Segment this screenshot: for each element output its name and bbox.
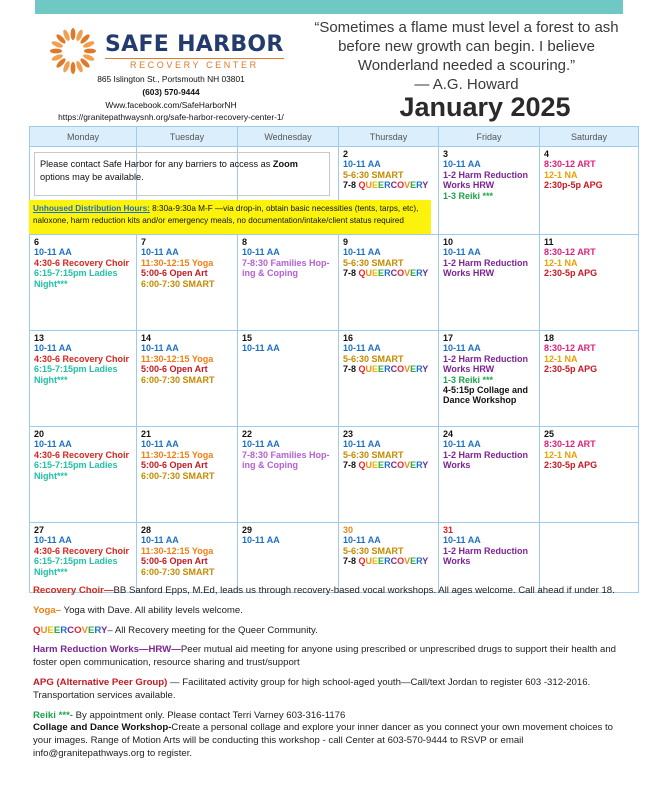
event-aa: 10-11 AA: [443, 535, 481, 546]
event-art: 5:00-6 Open Art: [141, 556, 208, 567]
event-reiki: 1-3 Reiki ***: [443, 374, 494, 385]
event-choir: 4:30-6 Recovery Choir: [34, 257, 130, 268]
day-cell-20: [30, 427, 137, 523]
event-ladies: 6:15-7:15pm Ladies Night***: [34, 460, 118, 481]
event-aa: 10-11 AA: [443, 439, 481, 450]
org-facebook-link[interactable]: Www.facebook.com/SafeHarborNH: [105, 100, 237, 110]
event-queercovery: 7-8 QUEERCOVERY: [343, 268, 429, 279]
event-aa: 10-11 AA: [343, 343, 381, 354]
event-apg: 2:30-5p APG: [544, 364, 598, 375]
event-apg: 2:30p-5p APG: [544, 180, 603, 191]
event-smart: 5-6:30 SMART: [343, 257, 404, 268]
event-aa: 10-11 AA: [34, 439, 72, 450]
day-cell-6: [30, 235, 137, 331]
org-name: SAFE HARBOR: [105, 32, 284, 57]
event-na: 12-1 NA: [544, 169, 578, 180]
day-cell-17: [439, 331, 540, 427]
day-number: 31: [443, 525, 454, 535]
day-number: 16: [343, 333, 354, 343]
event-fam: 7-8:30 Families Hop-ing & Coping: [242, 257, 330, 279]
event-aa: 10-11 AA: [34, 343, 72, 354]
zoom-notice: [34, 152, 330, 196]
event-ladies: 6:15-7:15pm Ladies Night***: [34, 364, 118, 385]
event-na: 12-1 NA: [544, 257, 578, 268]
legend-hrw: Harm Reduction Works—HRW—Peer mutual aid meeting for anyone using prescribed or unprescribed drugs to support their health and foster open communication, resource sharing and trust/support: [33, 644, 617, 669]
event-queercovery: 7-8 QUEERCOVERY: [343, 556, 429, 567]
day-number: 9: [343, 237, 349, 247]
day-number: 18: [544, 333, 555, 343]
day-cell-14: [137, 331, 238, 427]
day-cell-21: [137, 427, 238, 523]
event-art2: 8:30-12 ART: [544, 247, 596, 258]
day-cell-25: [540, 427, 639, 523]
quote-author: — A.G. Howard: [414, 76, 519, 93]
day-cell-empty: [540, 523, 639, 593]
calendar-grid: [29, 126, 639, 593]
weekday-tuesday: Tuesday: [137, 127, 238, 147]
event-hrw: 1-2 Harm Reduction Works HRW: [443, 169, 529, 191]
org-subtitle: RECOVERY CENTER: [105, 58, 284, 70]
notice-text-a: Please contact Safe Harbor for any barriers to access as: [40, 159, 273, 169]
unhoused-title: Unhoused Distribution Hours:: [33, 204, 150, 213]
legend-apg: APG (Alternative Peer Group) — Facilitated activity group for high school-aged youth—Call/text Jordan to register 603 -312-2016. Transportation services available.: [33, 676, 591, 701]
event-art2: 8:30-12 ART: [544, 343, 596, 354]
event-aa: 10-11 AA: [343, 247, 381, 258]
event-aa: 10-11 AA: [343, 535, 381, 546]
day-number: 14: [141, 333, 152, 343]
event-ladies: 6:15-7:15pm Ladies Night***: [34, 268, 118, 289]
day-number: 11: [544, 237, 554, 247]
event-hrw: 1-2 Harm Reduction Works: [443, 449, 529, 471]
event-art: 5:00-6 Open Art: [141, 460, 208, 471]
event-aa: 10-11 AA: [343, 159, 381, 170]
event-aa: 10-11 AA: [242, 535, 280, 546]
weekday-header-row: [30, 127, 639, 147]
event-yoga: 11:30-12:15 Yoga: [141, 257, 214, 268]
event-smart: 5-6:30 SMART: [343, 353, 404, 364]
event-aa: 10-11 AA: [34, 535, 72, 546]
day-cell-29: [238, 523, 339, 593]
day-cell-31: [439, 523, 540, 593]
day-number: 27: [34, 525, 45, 535]
weekday-thursday: Thursday: [339, 127, 439, 147]
event-art: 5:00-6 Open Art: [141, 268, 208, 279]
event-apg: 2:30-5p APG: [544, 460, 598, 471]
sunburst-logo-icon: [47, 25, 99, 77]
day-number: 23: [343, 429, 354, 439]
event-hrw: 1-2 Harm Reduction Works: [443, 545, 529, 567]
event-aa: 10-11 AA: [443, 343, 481, 354]
event-hrw: 1-2 Harm Reduction Works HRW: [443, 353, 529, 375]
day-number: 8: [242, 237, 248, 247]
day-cell-4: [540, 147, 639, 235]
day-number: 22: [242, 429, 253, 439]
day-cell-23: [339, 427, 439, 523]
day-cell-7: [137, 235, 238, 331]
event-queercovery: 7-8 QUEERCOVERY: [343, 460, 429, 471]
day-number: 20: [34, 429, 45, 439]
day-cell-8: [238, 235, 339, 331]
notice-zoom: Zoom: [272, 159, 298, 169]
day-cell-16: [339, 331, 439, 427]
org-header: [35, 14, 307, 126]
logo-ray: [84, 49, 96, 54]
unhoused-notice: [29, 200, 431, 234]
event-smart: 5-6:30 SMART: [343, 169, 404, 180]
day-cell-27: [30, 523, 137, 593]
day-number: 3: [443, 149, 449, 159]
day-number: 25: [544, 429, 555, 439]
day-number: 2: [343, 149, 349, 159]
top-color-bar: [35, 0, 623, 14]
weekday-monday: Monday: [30, 127, 137, 147]
week-row: [30, 523, 639, 593]
week-row: [30, 235, 639, 331]
event-aa: 10-11 AA: [242, 343, 280, 354]
legend-reiki: Reiki ***- By appointment only. Please contact Terri Varney 603-316-1176: [33, 709, 346, 721]
day-cell-24: [439, 427, 540, 523]
event-aa: 10-11 AA: [141, 439, 179, 450]
day-cell-18: [540, 331, 639, 427]
weekday-wednesday: Wednesday: [238, 127, 339, 147]
legend-choir: Recovery Choir—BB Sanford Epps, M.Ed, leads us through recovery-based vocal workshops. All ages welcome. Call ahead if under 18.: [33, 585, 615, 596]
event-choir: 4:30-6 Recovery Choir: [34, 449, 130, 460]
org-address: 865 Islington St., Portsmouth NH 03801: [97, 74, 245, 84]
program-legend: [33, 585, 628, 768]
legend-yoga: Yoga– Yoga with Dave. All ability levels welcome.: [33, 604, 243, 616]
day-number: 24: [443, 429, 454, 439]
event-smart: 6:00-7:30 SMART: [141, 470, 215, 481]
event-smart: 6:00-7:30 SMART: [141, 278, 215, 289]
day-number: 10: [443, 237, 454, 247]
event-yoga: 11:30-12:15 Yoga: [141, 449, 214, 460]
org-phone: (603) 570-9444: [142, 87, 200, 97]
event-hrw: 1-2 Harm Reduction Works HRW: [443, 257, 529, 279]
event-aa: 10-11 AA: [141, 343, 179, 354]
day-cell-22: [238, 427, 339, 523]
event-art: 5:00-6 Open Art: [141, 364, 208, 375]
event-aa: 10-11 AA: [443, 159, 481, 170]
day-cell-13: [30, 331, 137, 427]
event-smart: 6:00-7:30 SMART: [141, 566, 215, 577]
day-cell-11: [540, 235, 639, 331]
event-aa: 10-11 AA: [443, 247, 481, 258]
event-na: 12-1 NA: [544, 449, 578, 460]
week-row: [30, 427, 639, 523]
quote-text: “Sometimes a flame must level a forest to ash before new growth can begin. I believe Wonderland needed a scouring.”: [314, 19, 619, 74]
event-yoga: 11:30-12:15 Yoga: [141, 545, 214, 556]
day-cell-28: [137, 523, 238, 593]
weekday-friday: Friday: [439, 127, 540, 147]
unhoused-text: 8:30a-9:30a M-F —via drop-in, obtain basic necessities (tents, tarps, etc), naloxone, harm reduction kits and/or emergency meals, no documentation/intake/client status required: [33, 204, 419, 225]
day-number: 17: [443, 333, 454, 343]
day-cell-9: [339, 235, 439, 331]
event-aa: 10-11 AA: [34, 247, 72, 258]
weekday-saturday: Saturday: [540, 127, 639, 147]
day-number: 13: [34, 333, 45, 343]
legend-queer: QUEERCOVERY– All Recovery meeting for the Queer Community.: [33, 624, 318, 636]
logo-ray: [71, 62, 76, 74]
event-reiki: 1-3 Reiki ***: [443, 190, 494, 201]
logo-ray: [50, 49, 62, 54]
event-smart: 6:00-7:30 SMART: [141, 374, 215, 385]
event-ladies: 6:15-7:15pm Ladies Night***: [34, 556, 118, 577]
event-choir: 4:30-6 Recovery Choir: [34, 353, 130, 364]
day-cell-15: [238, 331, 339, 427]
event-yoga: 11:30-12:15 Yoga: [141, 353, 214, 364]
logo-ray: [71, 28, 76, 40]
event-apg: 2:30-5p APG: [544, 268, 598, 279]
logo: [47, 22, 284, 80]
day-number: 21: [141, 429, 152, 439]
day-number: 30: [343, 525, 354, 535]
legend-collage: Collage and Dance Workshop-Create a personal collage and explore your inner dancer as you connect your own movement choices to your images. Range of Motion Arts will be conducting this workshop - call Center at 603-570-9444 to RSVP or email info@granitepathways.org to register.: [33, 722, 613, 759]
event-fam: 7-8:30 Families Hop-ing & Coping: [242, 449, 330, 471]
event-aa: 10-11 AA: [242, 247, 280, 258]
month-title: January 2025: [399, 92, 571, 122]
event-queercovery: 7-8 QUEERCOVERY: [343, 180, 429, 191]
event-art2: 8:30-12 ART: [544, 439, 596, 450]
event-collage: 4-5:15p Collage and Dance Workshop: [443, 385, 529, 406]
event-smart: 5-6:30 SMART: [343, 449, 404, 460]
event-aa: 10-11 AA: [141, 247, 179, 258]
event-art2: 8:30-12 ART: [544, 159, 596, 170]
org-website-link[interactable]: https://granitepathwaysnh.org/safe-harbor-recovery-center-1/: [58, 112, 284, 122]
day-number: 28: [141, 525, 152, 535]
event-choir: 4:30-6 Recovery Choir: [34, 545, 130, 556]
event-queercovery: 7-8 QUEERCOVERY: [343, 364, 429, 375]
notice-text-b: options may be available.: [40, 172, 144, 182]
day-cell-30: [339, 523, 439, 593]
quote: [314, 18, 619, 94]
week-row: [30, 331, 639, 427]
day-number: 7: [141, 237, 147, 247]
event-na: 12-1 NA: [544, 353, 578, 364]
day-number: 4: [544, 149, 550, 159]
event-aa: 10-11 AA: [141, 535, 179, 546]
event-aa: 10-11 AA: [343, 439, 381, 450]
day-cell-3: [439, 147, 540, 235]
day-number: 6: [34, 237, 40, 247]
event-aa: 10-11 AA: [242, 439, 280, 450]
day-cell-10: [439, 235, 540, 331]
event-smart: 5-6:30 SMART: [343, 545, 404, 556]
day-number: 29: [242, 525, 253, 535]
day-number: 15: [242, 333, 253, 343]
